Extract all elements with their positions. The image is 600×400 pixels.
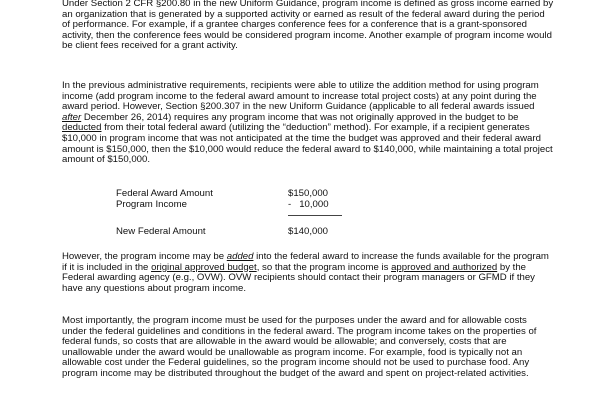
program-income-definition-paragraph [62, 0, 554, 52]
addition-method-paragraph [62, 252, 554, 294]
calc-row-federal-award [116, 189, 356, 200]
award-calculation-table [116, 188, 356, 237]
paragraph-text-part: In the previous administrative requirements, recipients were able to utilize the addition method for using program income (add program income to the federal award amount to increase total project costs) at any point during the award period. However, Section §200.307 in the new Uniform Guidance (applicable to all federal awards issued [62, 80, 539, 113]
emphasis-added: added [226, 251, 254, 262]
paragraph-text: Under Section 2 CFR §200.80 in the new Uniform Guidance, program income is defined as gross income earned by an organization that is generated by a supported activity or earned as result of the federal award during the period of performance. For example, if a grantee charges conference fees for a conference that is a grant-sponsored activity, then the conference fees would be considered program income. Another example of program income would be client fees received for a grant activity. [62, 0, 554, 52]
paragraph-text-part: by the Federal awarding agency (e.g., OVW). OVW recipients should contact their program managers or GFMD if they have any questions about program income. [62, 261, 535, 294]
emphasis-after: after [62, 111, 82, 123]
calc-value: $150,000 [288, 188, 329, 199]
calc-label: New Federal Amount [116, 226, 206, 237]
paragraph-text-part: from their total federal award (utilizing the “deduction” method). For example, if a recipient generates $10,000 in program income that was not anticipated at the time the budget was approved and their federal award amount is $150,000, then the $10,000 would reduce the federal award to $140,000, while maintaining a total project amount of $150,000. [62, 122, 553, 166]
emphasis-original-approved-budget: original approved budget [151, 261, 257, 273]
paragraph-text-part: However, the program income may be [62, 251, 227, 262]
emphasis-approved-and-authorized: approved and authorized [391, 261, 498, 273]
calc-row-new-federal-amount [116, 227, 356, 238]
sum-rule-line [288, 215, 342, 216]
emphasis-deducted: deducted [62, 122, 102, 134]
calc-label: Program Income [116, 198, 187, 210]
calc-label: Federal Award Amount [116, 188, 213, 199]
deduction-method-paragraph [62, 81, 554, 166]
paragraph-text-part: December 26, 2014) requires any program income that was not originally approved in the budget to be [81, 111, 519, 123]
calc-value: - 10,000 [288, 198, 329, 210]
paragraph-text-part: into the federal award to increase the funds available for the program if it is included in the [62, 251, 549, 273]
paragraph-text-part: , so that the program income is [256, 261, 392, 273]
paragraph-text: Most importantly, the program income must be used for the purposes under the award and for allowable costs under the federal guidelines and conditions in the federal award. The program income takes on the properties of federal funds, so costs that are allowable in the award would be allowable; and conversely, costs that are unallowable under the award would be unallowable as program income. For example, food is typically not an allowable cost under the Federal guidelines, so the program income should not be used to purchase food. Any program income may be distributed throughout the budget of the award and spent on project-related activities. [62, 315, 537, 379]
calc-value: $140,000 [288, 226, 329, 237]
allowable-costs-paragraph [62, 316, 554, 380]
calc-row-program-income [116, 200, 356, 211]
